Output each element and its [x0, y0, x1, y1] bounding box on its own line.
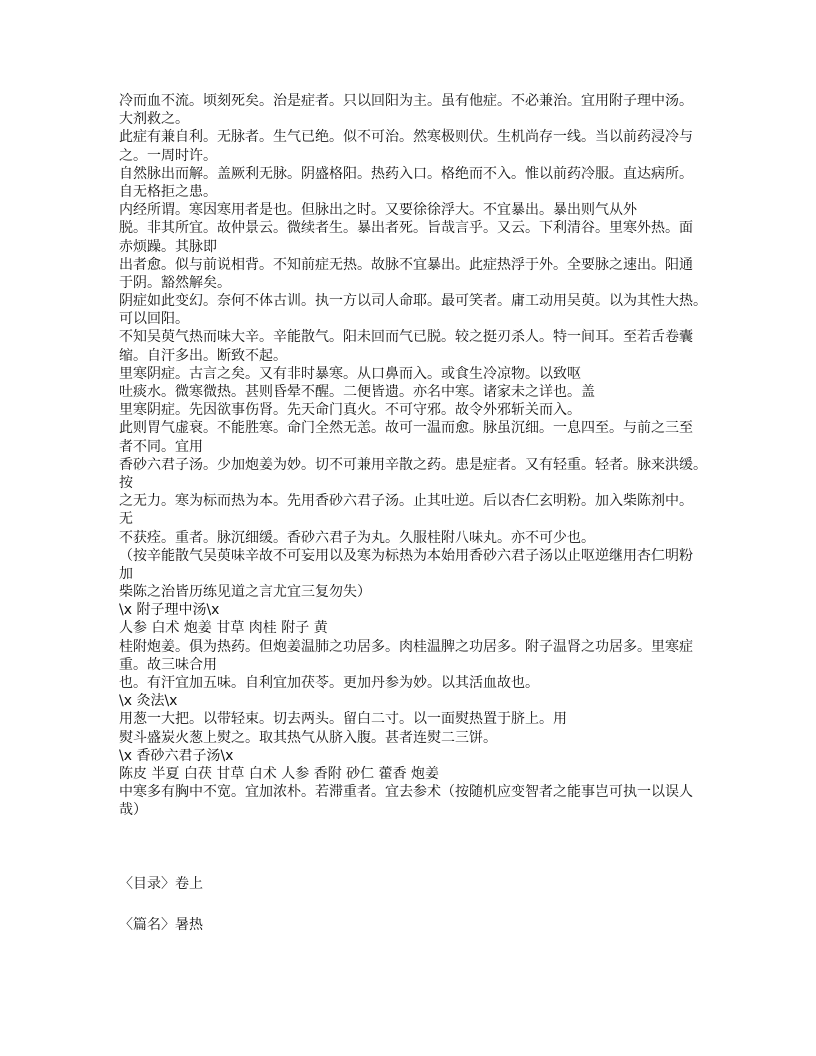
text-line: 赤烦躁。其脉即 — [119, 238, 217, 255]
text-line: \x 附子理中汤\x — [119, 602, 220, 619]
text-line: 缩。自汗多出。断致不起。 — [119, 347, 287, 364]
text-line: 出者愈。似与前说相背。不知前症无热。故脉不宜暴出。此症热浮于外。全要脉之速出。阳通 — [119, 256, 693, 273]
section-title: 〈篇名〉暑热 — [119, 917, 203, 933]
text-line: 熨斗盛炭火葱上熨之。取其热气从脐入腹。甚者连熨二三饼。 — [119, 729, 497, 746]
text-line: 此则胃气虚衰。不能胜寒。命门全然无恙。故可一温而愈。脉虽沉细。一息四至。与前之三至 — [119, 420, 693, 437]
text-line: 内经所谓。寒因寒用者是也。但脉出之时。又要徐徐浮大。不宜暴出。暴出则气从外 — [119, 202, 637, 219]
text-line: 不知吴萸气热而味大辛。辛能散气。阳未回而气已脱。较之挺刃杀人。特一间耳。至若舌卷囊 — [119, 329, 693, 346]
text-line: 者不同。宜用 — [119, 438, 203, 455]
text-line: 吐痰水。微寒微热。甚则昏晕不醒。二便皆遗。亦名中寒。诸家未之详也。盖 — [119, 384, 595, 400]
text-line: （按辛能散气吴萸味辛故不可妄用以及寒为标热为本始用香砂六君子汤以止呕逆继用杏仁明粉 — [119, 547, 693, 564]
text-line: 用葱一大把。以带轻束。切去两头。留白二寸。以一面熨热置于脐上。用 — [119, 711, 567, 728]
text-line: 桂附炮姜。俱为热药。但炮姜温肺之功居多。肉桂温脾之功居多。附子温肾之功居多。里寒症 — [119, 638, 693, 655]
text-line: 自然脉出而解。盖厥利无脉。阴盛格阳。热药入口。格绝而不入。惟以前药冷服。直达病所。 — [119, 165, 693, 182]
text-line: 里寒阴症。先因欲事伤肾。先天命门真火。不可守邪。故令外邪斩关而入。 — [119, 402, 581, 419]
text-line: 也。有汗宜加五味。自利宜加茯苓。更加丹参为妙。以其活血故也。 — [119, 675, 539, 691]
text-line: 人参 白术 炮姜 甘草 肉桂 附子 黄 — [119, 620, 328, 637]
text-line: 此症有兼自利。无脉者。生气已绝。似不可治。然寒极则伏。生机尚存一线。当以前药浸冷与 — [119, 129, 693, 146]
text-line: 脱。非其所宜。故仲景云。微续者生。暴出者死。旨哉言乎。又云。下利清谷。里寒外热。面 — [119, 220, 693, 237]
text-line: 于阴。豁然解矣。 — [119, 274, 231, 291]
text-line: 加 — [119, 565, 133, 582]
table-of-contents-heading: 〈目录〉卷上 — [119, 876, 203, 892]
text-line: 香砂六君子汤。少加炮姜为妙。切不可兼用辛散之药。患是症者。又有轻重。轻者。脉来洪缓。 — [119, 456, 707, 473]
text-line: 之无力。寒为标而热为本。先用香砂六君子汤。止其吐逆。后以杏仁玄明粉。加入柴陈剂中。 — [119, 493, 693, 510]
text-line: 自无格拒之患。 — [119, 183, 217, 200]
text-line: \x 灸法\x — [119, 693, 178, 710]
text-line: 按 — [119, 474, 133, 491]
text-line: 大剂救之。 — [119, 111, 189, 128]
text-line: 中寒多有胸中不宽。宜加浓朴。若滞重者。宜去参术（按随机应变智者之能事岂可执一以误人 — [119, 784, 693, 801]
text-line: 阴症如此变幻。奈何不体古训。执一方以司人命耶。最可笑者。庸工动用吴萸。以为其性大热。 — [119, 293, 707, 310]
text-line: 柴陈之治皆历练见道之言尤宜三复勿失） — [119, 584, 371, 601]
text-line: 不获痊。重者。脉沉细缓。香砂六君子为丸。久服桂附八味丸。亦不可少也。 — [119, 529, 595, 546]
text-line: 里寒阴症。古言之矣。又有非时暴寒。从口鼻而入。或食生冷凉物。以致呕 — [119, 365, 581, 382]
text-line: 陈皮 半夏 白茯 甘草 白术 人参 香附 砂仁 藿香 炮姜 — [119, 765, 440, 782]
text-line: 哉） — [119, 802, 147, 819]
text-line: 可以回阳。 — [119, 311, 189, 328]
text-line: \x 香砂六君子汤\x — [119, 747, 234, 764]
text-line: 冷而血不流。顷刻死矣。治是症者。只以回阳为主。虽有他症。不必兼治。宜用附子理中汤。 — [119, 93, 693, 109]
text-line: 之。一周时许。 — [119, 147, 217, 164]
document-body — [119, 92, 707, 820]
text-line: 重。故三味合用 — [119, 656, 217, 673]
text-line: 无 — [119, 511, 133, 528]
